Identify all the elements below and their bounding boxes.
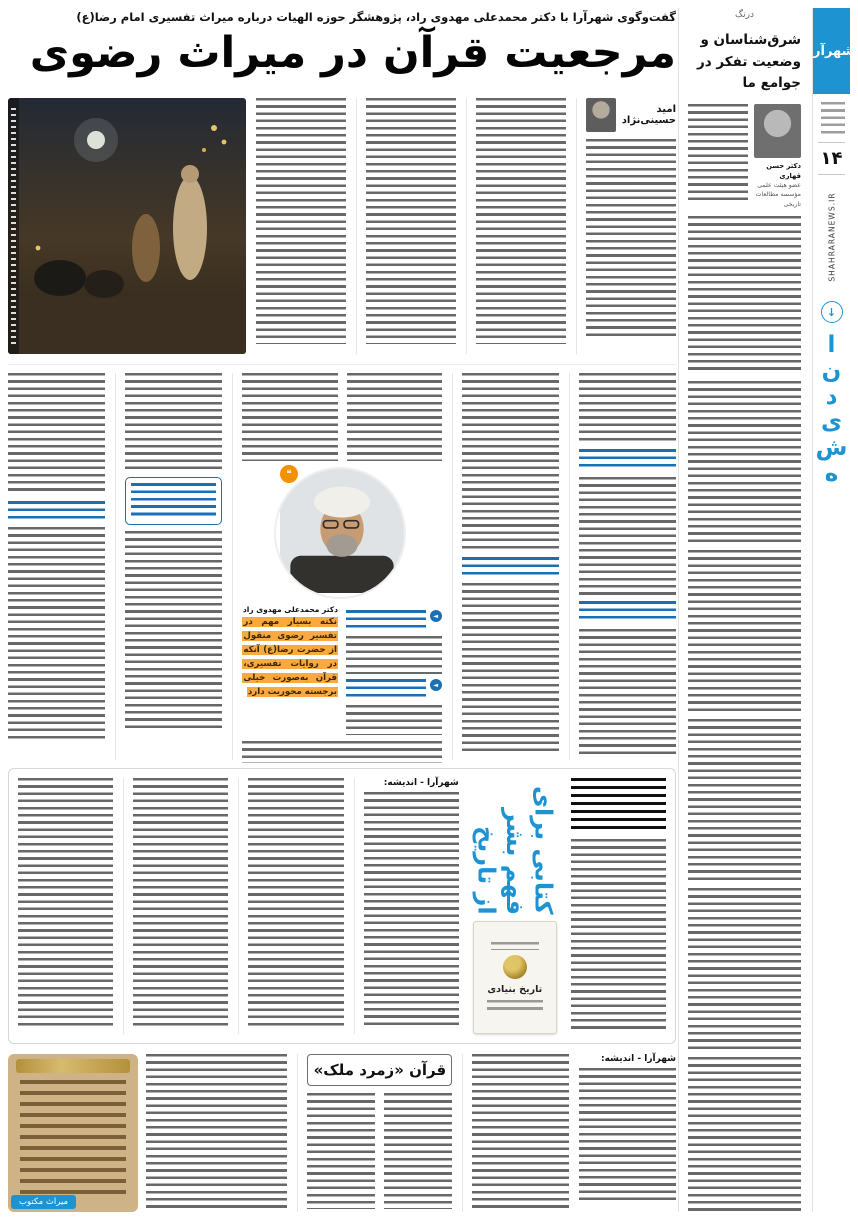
text-placeholder <box>125 531 222 731</box>
question-item <box>346 610 442 631</box>
body-columns <box>8 364 676 760</box>
book-cover <box>473 921 557 1034</box>
text-column <box>356 98 456 354</box>
painting-illustration <box>8 98 246 354</box>
manuscript-script-lines <box>20 1080 126 1194</box>
text-placeholder <box>346 636 442 674</box>
text-column <box>18 778 113 1034</box>
text-column <box>8 373 105 760</box>
question-placeholder <box>8 501 105 521</box>
callout-placeholder <box>131 483 216 519</box>
text-placeholder <box>462 583 559 753</box>
interviewee-portrait-wrap <box>278 467 406 599</box>
text-placeholder <box>472 1054 569 1208</box>
pull-quote-block <box>242 605 338 735</box>
website-url-block <box>813 181 850 293</box>
text-placeholder <box>688 104 748 200</box>
text-placeholder <box>384 1093 452 1209</box>
lead-tag: شهرآرا - اندیشه: <box>600 1054 676 1064</box>
question-placeholder <box>462 557 559 577</box>
kicker: گفت‌وگوی شهرآرا با دکتر محمدعلی مهدوی راد، پژوهشگر حوزه الهیات درباره میراث تفسیری امام رضا(ع) <box>76 10 676 24</box>
text-column <box>466 98 566 354</box>
bottom-row <box>8 1054 676 1212</box>
question-placeholder <box>579 449 676 471</box>
text-placeholder <box>688 719 801 881</box>
lead-tag: شهرآرا - اندیشه: <box>383 778 459 788</box>
related-questions-block <box>346 605 442 735</box>
author-role: عضو هیئت علمی <box>757 182 801 190</box>
text-placeholder <box>346 705 442 735</box>
author-photo <box>754 104 801 158</box>
callout-box <box>125 477 222 525</box>
newspaper-logo: شهرآرا <box>813 8 850 94</box>
portrait-column-group <box>232 373 441 760</box>
text-column <box>115 373 222 760</box>
text-column <box>569 373 676 760</box>
text-placeholder <box>8 527 105 739</box>
book-review-section <box>8 768 676 1044</box>
text-placeholder <box>586 139 676 337</box>
text-column <box>452 373 559 760</box>
manuscript-text-column <box>146 1054 287 1212</box>
byline: امید حسینی‌نژاد <box>621 104 676 126</box>
text-placeholder <box>688 1057 801 1215</box>
text-placeholder <box>8 373 105 495</box>
masthead-strip <box>808 8 855 1212</box>
text-placeholder <box>146 1054 287 1208</box>
text-column <box>571 778 666 1034</box>
text-placeholder <box>571 839 666 1031</box>
text-placeholder <box>364 792 459 1028</box>
quran-headline: قرآن «زمرد ملک» <box>307 1054 452 1086</box>
text-column <box>123 778 228 1034</box>
text-placeholder <box>347 373 442 461</box>
text-placeholder <box>688 550 801 712</box>
text-placeholder <box>579 629 676 757</box>
feature-image <box>8 98 246 354</box>
manuscript-illumination <box>16 1059 130 1073</box>
question-placeholder <box>346 679 426 700</box>
website-url: SHAHRARANEWS.IR <box>827 192 836 282</box>
text-column <box>238 778 343 1034</box>
text-placeholder <box>18 778 113 1030</box>
question-item <box>346 679 442 700</box>
text-placeholder <box>307 1093 375 1209</box>
text-placeholder <box>256 98 346 344</box>
bullet-icon: ◄ <box>430 679 442 691</box>
text-placeholder <box>688 888 801 1050</box>
text-placeholder <box>248 778 343 1030</box>
text-column <box>462 1054 569 1212</box>
author-role: مؤسسه مطالعات تاریخی <box>755 191 801 208</box>
text-column <box>579 1054 676 1212</box>
column-label: درنگ <box>735 10 754 20</box>
pull-quote-caption: دکتر محمدعلی مهدوی راد <box>242 605 338 614</box>
image-caption-strip <box>8 98 19 354</box>
text-placeholder <box>688 216 801 374</box>
sidebar-article-title: شرق‌شناسان و وضعیت تفکر در جوامع ما <box>697 32 801 92</box>
quran-headline-group <box>307 1054 452 1212</box>
text-placeholder <box>242 741 441 763</box>
text-placeholder <box>125 373 222 471</box>
quran-article <box>297 1054 676 1212</box>
text-placeholder <box>462 373 559 551</box>
book-title: تاریخ بنیادی <box>487 984 543 996</box>
manuscript-image <box>8 1054 138 1212</box>
sidebar-author-block <box>754 104 801 209</box>
lead-placeholder <box>571 778 666 834</box>
question-placeholder <box>579 601 676 623</box>
sidebar-article <box>678 8 810 1212</box>
page-number: ۱۴ <box>818 142 845 175</box>
issue-date-placeholder <box>821 102 845 136</box>
byline-row <box>586 98 676 132</box>
review-vertical-title: کتابی برای فهم بشر از تاریخ <box>472 786 558 915</box>
cover-text-placeholder <box>491 942 539 950</box>
book-emblem-icon <box>503 955 527 979</box>
section-title-vertical: ا ن د ی ش ه <box>815 332 848 487</box>
pull-quote <box>242 616 338 700</box>
main-article <box>8 8 676 1212</box>
text-placeholder <box>579 373 676 443</box>
interviewee-portrait <box>274 467 406 599</box>
quote-icon: ❝ <box>280 465 298 483</box>
author-name: دکتر حسن قهاری <box>766 161 801 180</box>
sidebar-lead-block <box>688 104 801 209</box>
text-column <box>256 98 346 354</box>
review-title-block <box>469 778 561 1034</box>
text-placeholder <box>366 98 456 344</box>
text-placeholder <box>579 477 676 595</box>
text-placeholder <box>133 778 228 1030</box>
pull-quote-text: نکته بسیار مهم در تفسیر رضوی منقول از حضرت رضا(ع) آنکه در روایات تفسیری، قرآن به‌صورت خیلی برجسته محوریت دارد <box>243 617 337 697</box>
issue-date-block <box>821 102 845 136</box>
bullet-icon: ◄ <box>430 610 442 622</box>
text-placeholder <box>579 1068 676 1204</box>
text-placeholder <box>242 373 337 461</box>
text-column <box>576 98 676 354</box>
question-placeholder <box>346 610 426 631</box>
manuscript-box <box>8 1054 287 1212</box>
section-tag: میراث مکتوب <box>11 1195 76 1209</box>
text-column <box>354 778 459 1034</box>
byline-photo <box>586 98 616 132</box>
headline: مرجعیت قرآن در میراث رضوی <box>29 28 676 78</box>
cover-text-placeholder <box>487 1000 543 1012</box>
image-caption-placeholder <box>11 108 16 344</box>
text-placeholder <box>688 381 801 543</box>
arrow-circle-icon: ↓ <box>821 301 843 323</box>
text-placeholder <box>476 98 566 344</box>
intro-columns <box>256 98 676 354</box>
